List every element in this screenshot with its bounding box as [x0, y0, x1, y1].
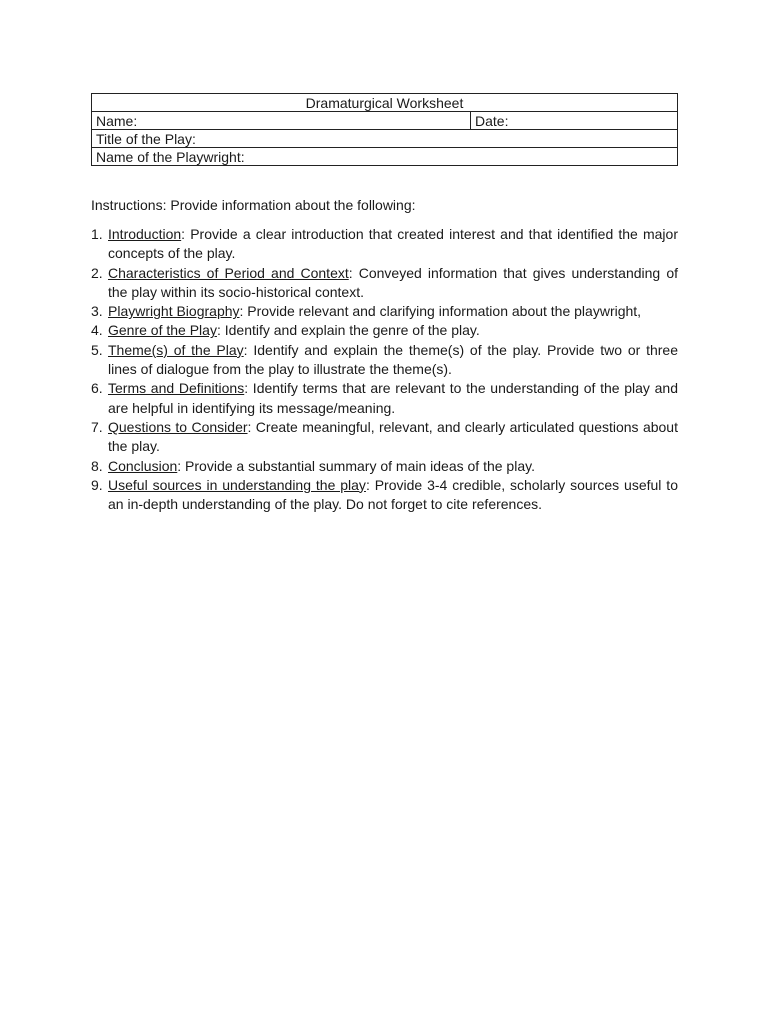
item-description: : Identify terms that are relevant to the understanding of the play and are helpful in identifying its message/meaning.: [108, 380, 678, 416]
item-description: : Conveyed information that gives understanding of the play within its socio-historical context.: [108, 264, 678, 300]
item-description: : Provide relevant and clarifying information about the playwright,: [239, 303, 642, 320]
item-description: : Provide a clear introduction that created interest and that identified the major concepts of the play.: [108, 226, 678, 262]
worksheet-title-row: [92, 94, 678, 112]
item-number: 3.: [91, 303, 103, 320]
playwright-row: [92, 148, 678, 166]
name-date-row: [92, 112, 678, 130]
play-title-row: [92, 130, 678, 148]
instructions-text: Instructions: Provide information about the following:: [91, 197, 416, 213]
item-number: 1.: [91, 226, 103, 242]
name-field-label: Name:: [92, 112, 471, 130]
item-term: Introduction: [108, 226, 182, 242]
list-item: [91, 341, 678, 380]
item-term: Conclusion: [108, 457, 178, 474]
date-field-label: Date:: [471, 112, 678, 130]
list-item: [91, 302, 678, 321]
item-description: : Provide a substantial summary of main ideas of the play.: [177, 457, 535, 474]
item-term: Genre of the Play: [108, 322, 217, 339]
play-title-label: Title of the Play:: [92, 130, 678, 148]
list-item: [91, 264, 678, 303]
list-item: [91, 321, 678, 340]
item-description: : Identify and explain the genre of the play.: [216, 322, 480, 339]
item-term: Playwright Biography: [108, 303, 240, 320]
item-number: 7.: [91, 418, 103, 435]
item-number: 6.: [91, 380, 103, 397]
list-item: [91, 418, 678, 457]
item-term: Theme(s) of the Play: [108, 341, 244, 358]
item-description: : Identify and explain the theme(s) of the play. Provide two or three lines of dialogue from the play to illustrate the theme(s).: [108, 341, 678, 378]
item-description: : Create meaningful, relevant, and clearly articulated questions about the play.: [108, 418, 678, 455]
list-item: [91, 379, 678, 418]
item-term: Terms and Definitions: [108, 380, 245, 397]
worksheet-header-table: [91, 93, 678, 166]
item-term: Questions to Consider: [108, 418, 248, 435]
list-item: [91, 225, 678, 264]
instruction-list: [91, 225, 678, 514]
item-number: 8.: [91, 457, 103, 474]
list-item: [91, 457, 678, 476]
item-number: 9.: [91, 476, 103, 493]
item-number: 5.: [91, 341, 103, 358]
list-item: [91, 476, 678, 515]
item-term: Useful sources in understanding the play: [108, 476, 366, 493]
item-description: : Provide 3-4 credible, scholarly sources useful to an in-depth understanding of the play. Do not forget to cite references.: [108, 476, 678, 513]
playwright-label: Name of the Playwright:: [92, 148, 678, 166]
worksheet-title: Dramaturgical Worksheet: [92, 94, 678, 112]
item-term: Characteristics of Period and Context: [108, 264, 349, 281]
item-number: 2.: [91, 264, 103, 281]
document-page: [91, 93, 678, 514]
item-number: 4.: [91, 322, 103, 339]
